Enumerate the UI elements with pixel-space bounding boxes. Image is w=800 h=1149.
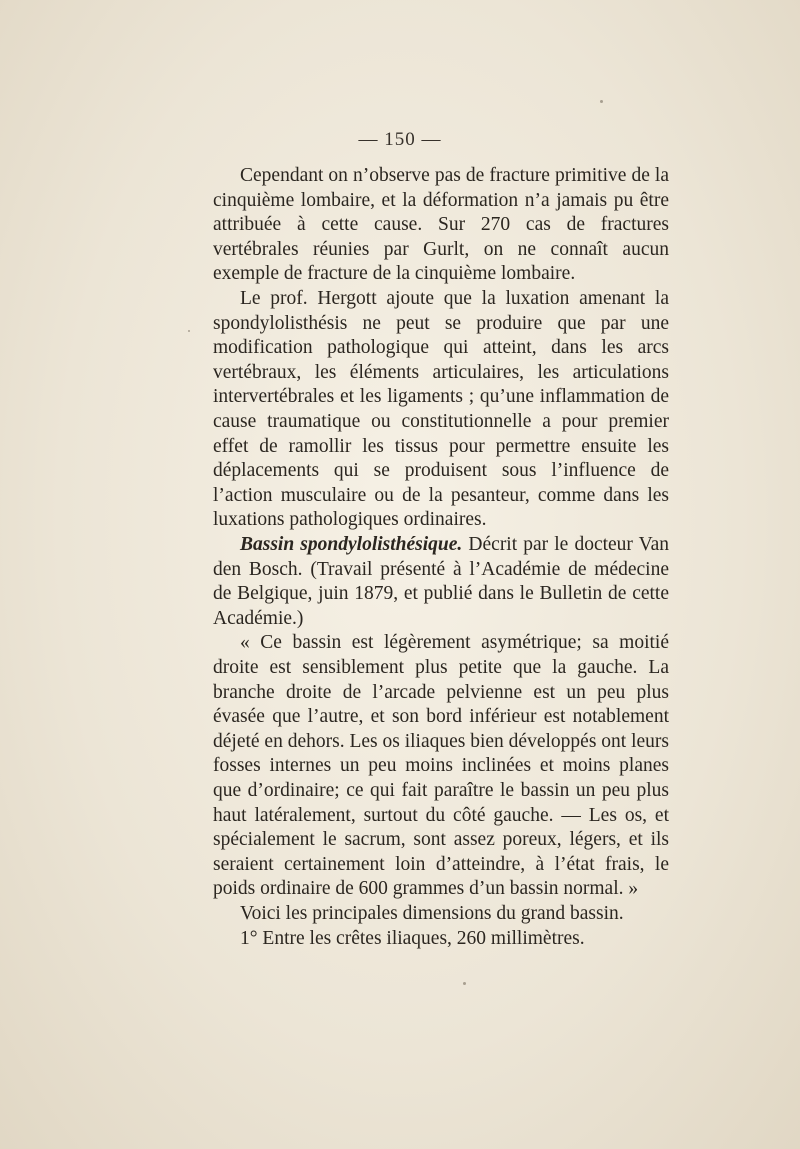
section-intro-text: Décrit par le docteur Van den Bosch. (Travail présenté à l’Académie de médecine de Belgique, juin 1879, et publié dans le Bulletin de cette Académie.) bbox=[213, 534, 670, 629]
paper-speck bbox=[188, 330, 190, 332]
paragraph-fracture: Cependant on n’observe pas de fracture primitive de la cinquième lombaire, et la déformation n’a jamais pu être attribuée à cette cause. Sur 270 cas de fractures vertébrales réunies par Gurlt, on ne connaît aucun exemple de fracture de la cinquième lombaire. bbox=[213, 165, 669, 285]
paragraph-bassin-intro bbox=[213, 533, 669, 631]
paragraph-hergott: Le prof. Hergott ajoute que la luxation amenant la spondylolisthésis ne peut se produire que par une modification pathologique qui atteint, dans les arcs vertébraux, les éléments articulaires, les articulations intervertébrales et les ligaments ; qu’une inflammation de cause traumatique ou constitutionnelle a pour premier effet de ramollir les tissus pour permettre ensuite les déplacements qui se produisent sous l’influence de l’action musculaire ou de la pesanteur, comme dans les luxations pathologiques ordinaires. bbox=[213, 287, 669, 531]
page-number: — 150 — bbox=[358, 129, 442, 150]
section-two bbox=[213, 533, 669, 951]
paragraph-quote: « Ce bassin est légèrement asymétrique; sa moitié droite est sensiblement plus petite que la gauche. La branche droite de l’arcade pelvienne est un peu plus évasée que l’autre, et son bord inférieur est notablement déjeté en dehors. Les os iliaques bien développés ont leurs fosses internes un peu moins inclinées et moins planes que d’ordinaire; ce qui fait paraître le bassin un peu plus haut latéralement, surtout du côté gauche. — Les os, et spécialement le sacrum, sont assez poreux, légers, et ils seraient certainement loin d’atteindre, à l’état frais, le poids ordinaire de 600 grammes d’un bassin normal. » bbox=[213, 632, 669, 900]
paragraph-dimensions-intro: Voici les principales dimensions du grand bassin. bbox=[240, 902, 624, 924]
paper-speck bbox=[463, 982, 466, 985]
paragraph-dimension-1: 1° Entre les crêtes iliaques, 260 millimètres. bbox=[240, 927, 585, 949]
section-title: Bassin spondylolisthésique. bbox=[240, 534, 463, 555]
section-one bbox=[213, 164, 669, 533]
paper-speck bbox=[600, 100, 603, 103]
